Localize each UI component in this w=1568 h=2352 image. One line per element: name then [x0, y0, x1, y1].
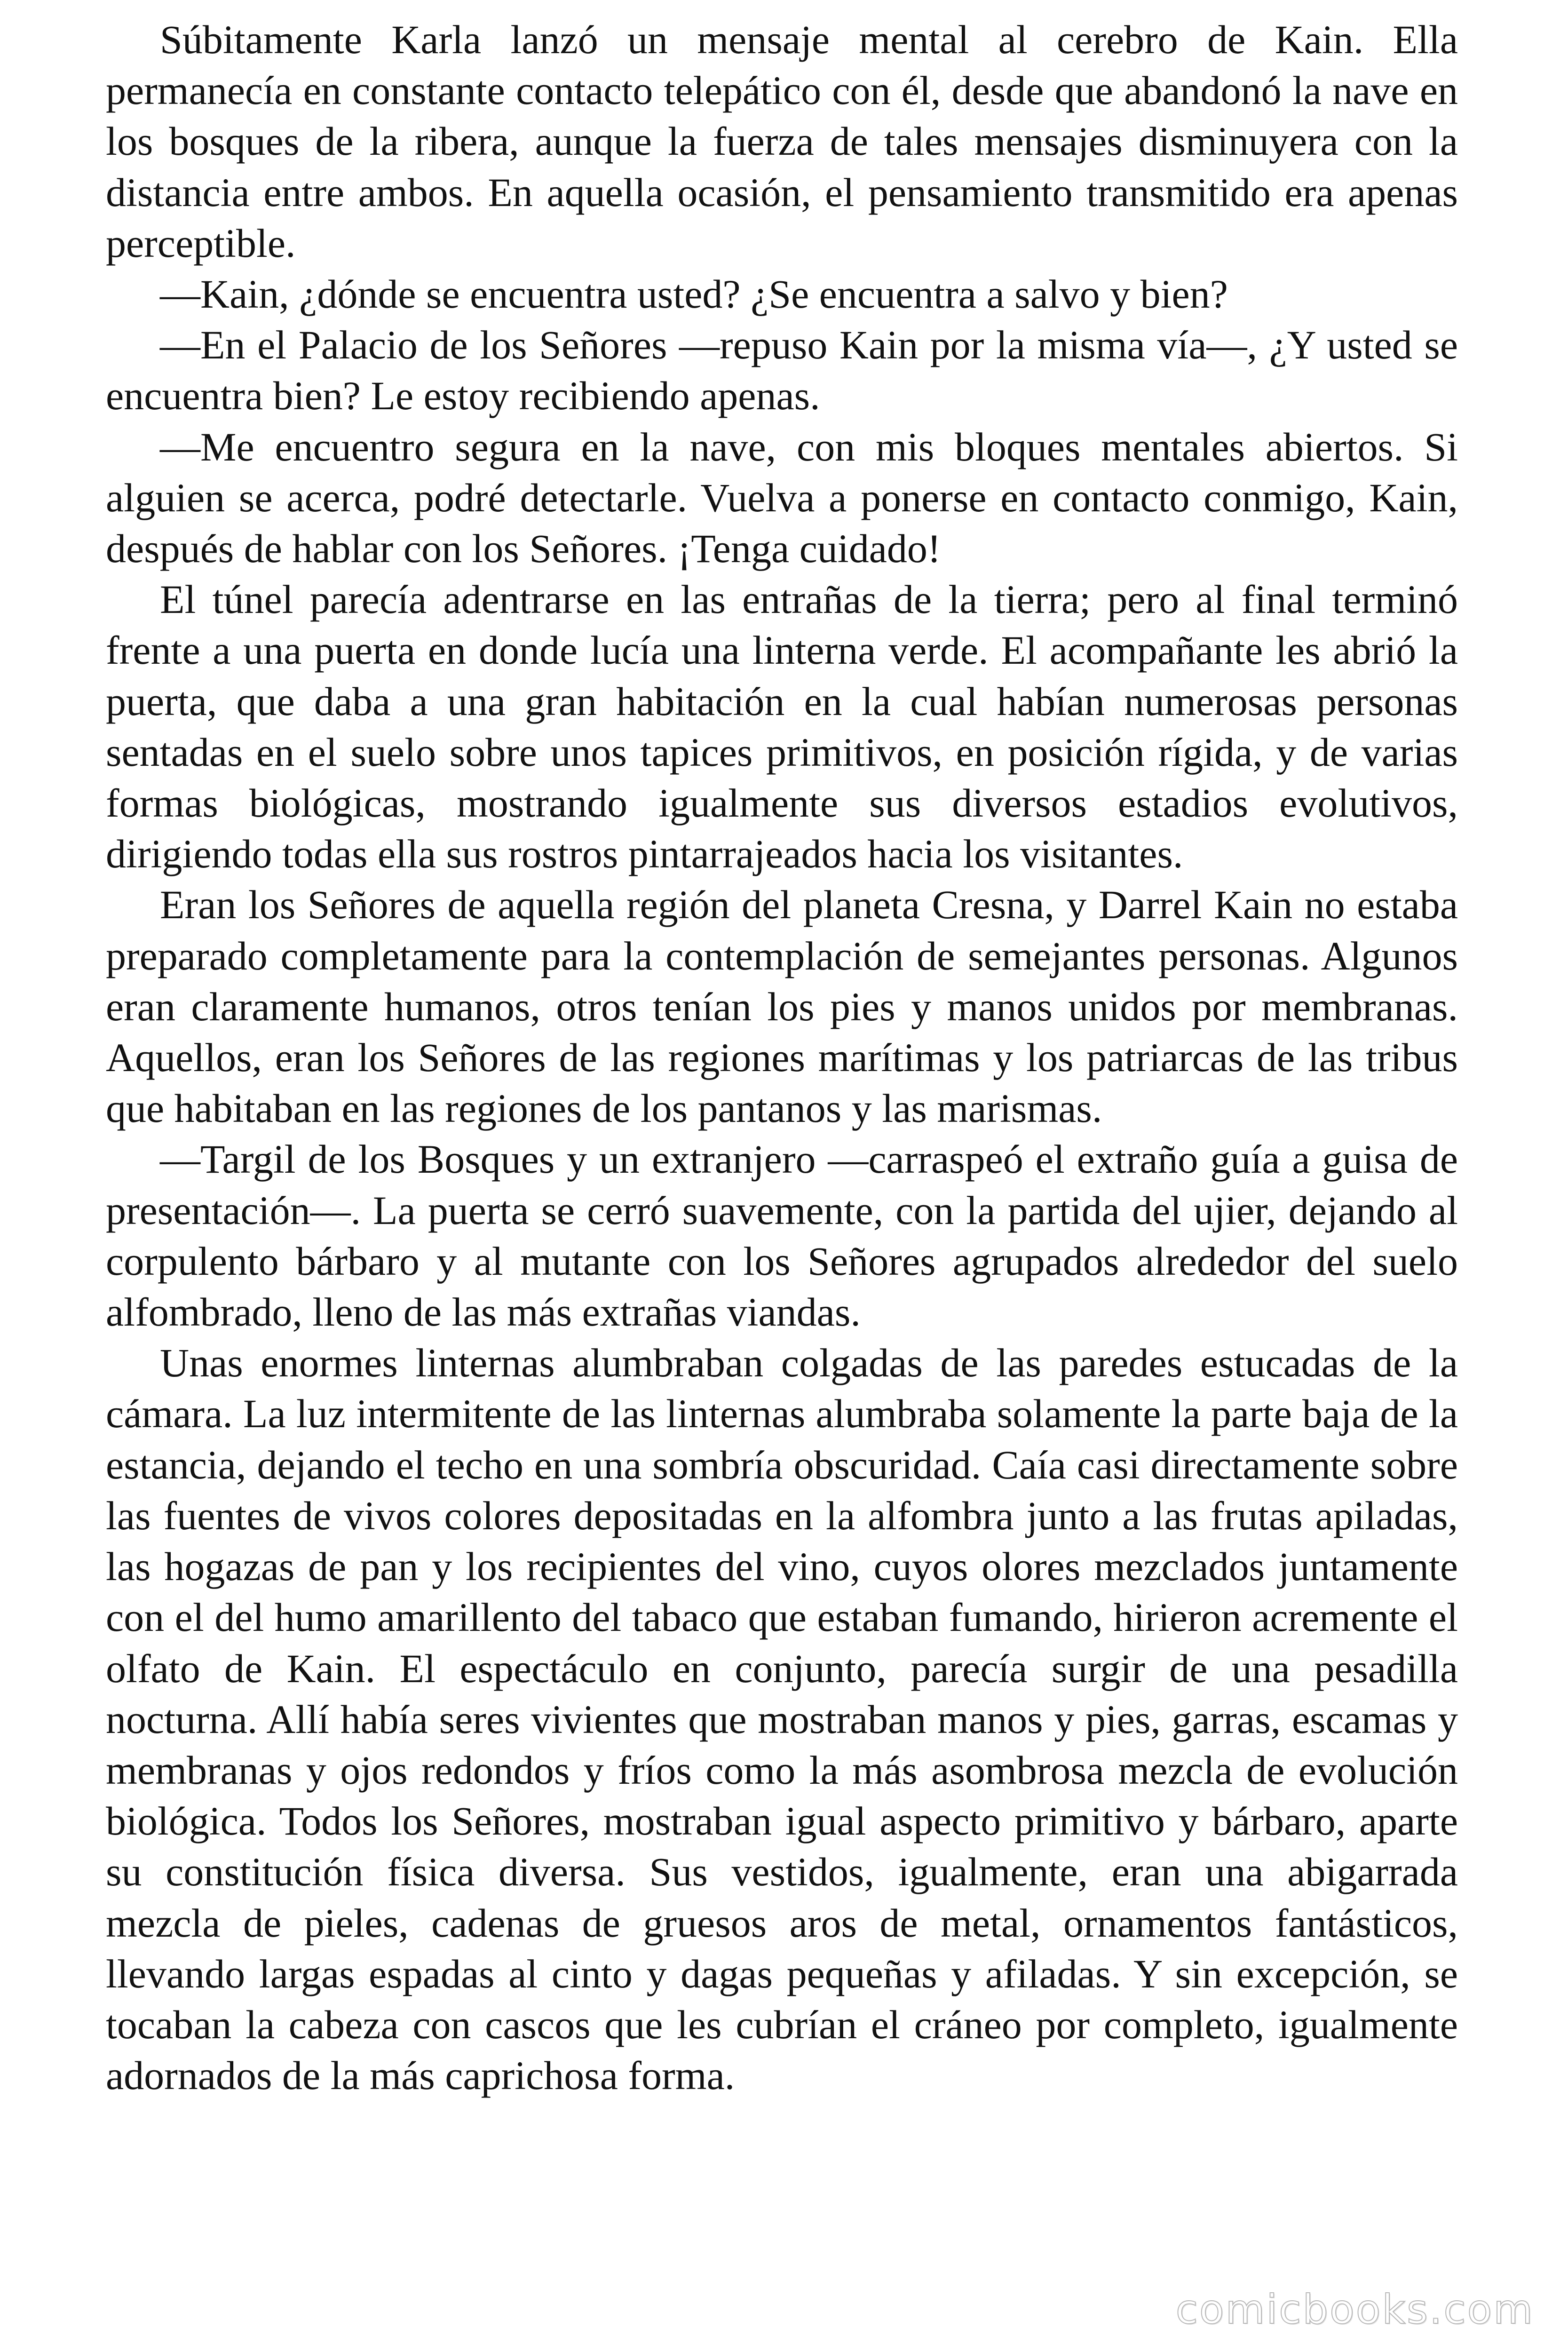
paragraph-lords: Eran los Señores de aquella región del planeta Cresna, y Darrel Kain no estaba preparado completamente para la contemplación de semejantes personas. Algunos eran claramente humanos, otros tenían los pies y manos unidos por membranas. Aquellos, eran los Señores de las regiones marítimas y los patriarcas de las tribus que habitaban en las regiones de los pantanos y las marismas.: [106, 882, 1458, 1131]
paragraph-tunnel: El túnel parecía adentrarse en las entrañas de la tierra; pero al final terminó frente a una puerta en donde lucía una linterna verde. El acompañante les abrió la puerta, que daba a una gran habitación en la cual habían numerosas personas sentadas en el suelo sobre unos tapices primitivos, en posición rígida, y de varias formas biológicas, mostrando igualmente sus diversos estadios evolutivos, dirigiendo todas ella sus rostros pintarrajeados hacia los visitantes.: [106, 577, 1458, 877]
watermark-logo: comicbooks.com: [1175, 2286, 1534, 2333]
document-page: [106, 14, 1458, 2101]
dialogue-targil-introduction: —Targil de los Bosques y un extranjero —carraspeó el extraño guía a guisa de presentación—. La puerta se cerró suavemente, con la partida del ujier, dejando al corpulento bárbaro y al mutante con los Señores agrupados alrededor del suelo alfombrado, lleno de las más extrañas viandas.: [106, 1136, 1458, 1335]
paragraph-chamber: Unas enormes linternas alumbraban colgadas de las paredes estucadas de la cámara. La luz intermitente de las linternas alumbraba solamente la parte baja de la estancia, dejando el techo en una sombría obscuridad. Caía casi directamente sobre las fuentes de vivos colores depositadas en la alfombra junto a las frutas apiladas, las hogazas de pan y los recipientes del vino, cuyos olores mezclados juntamente con el del humo amarillento del tabaco que estaban fumando, hirieron acremente el olfato de Kain. El espectáculo en conjunto, parecía surgir de una pesadilla nocturna. Allí había seres vivientes que mostraban manos y pies, garras, escamas y membranas y ojos redondos y fríos como la más asombrosa mezcla de evolución biológica. Todos los Señores, mostraban igual aspecto primitivo y bárbaro, aparte su constitución física diversa. Sus vestidos, igualmente, eran una abigarrada mezcla de pieles, cadenas de gruesos aros de metal, ornamentos fantásticos, llevando largas espadas al cinto y dagas pequeñas y afiladas. Y sin excepción, se tocaban la cabeza con cascos que les cubrían el cráneo por completo, igualmente adornados de la más caprichosa forma.: [106, 1340, 1458, 2098]
dialogue-kain-reply: —En el Palacio de los Señores —repuso Kain por la misma vía—, ¿Y usted se encuentra bien? Le estoy recibiendo apenas.: [106, 322, 1458, 419]
dialogue-karla-warning: —Me encuentro segura en la nave, con mis bloques mentales abiertos. Si alguien se acerca, podré detectarle. Vuelva a ponerse en contacto conmigo, Kain, después de hablar con los Señores. ¡Tenga cuidado!: [106, 424, 1458, 572]
dialogue-karla-question: —Kain, ¿dónde se encuentra usted? ¿Se encuentra a salvo y bien?: [160, 271, 1228, 317]
paragraph-karla-message: Súbitamente Karla lanzó un mensaje mental al cerebro de Kain. Ella permanecía en constante contacto telepático con él, desde que abandonó la nave en los bosques de la ribera, aunque la fuerza de tales mensajes disminuyera con la distancia entre ambos. En aquella ocasión, el pensamiento transmitido era apenas perceptible.: [106, 17, 1458, 266]
